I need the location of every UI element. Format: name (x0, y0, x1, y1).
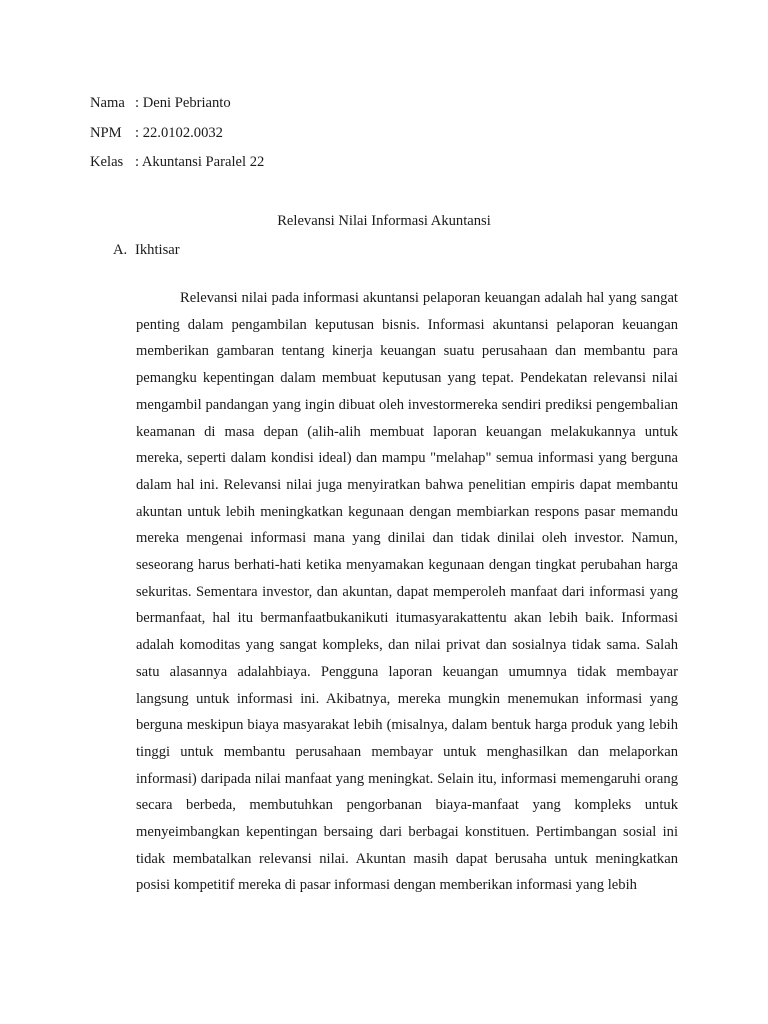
document-title: Relevansi Nilai Informasi Akuntansi (277, 213, 491, 229)
npm-value: : 22.0102.0032 (135, 124, 223, 141)
section-letter: A. (113, 242, 128, 258)
section-heading (113, 240, 180, 260)
class-row (90, 152, 264, 182)
class-label: Kelas (90, 154, 124, 170)
section-title: Ikhtisar (135, 242, 180, 258)
name-label: Nama (90, 95, 125, 111)
body-paragraph: Relevansi nilai pada informasi akuntansi pelaporan keuangan adalah hal yang sangat penting dalam pengambilan keputusan bisnis. Informasi akuntansi pelaporan keuangan memberikan gambaran tentang kinerja keuangan suatu perusahaan dan membantu para pemangku kepentingan dalam membuat keputusan yang tepat. Pendekatan relevansi nilai mengambil pandangan yang ingin dibuat oleh investormereka sendiri prediksi pengembalian keamanan di masa depan (alih-alih membuat laporan keuangan melakukannya untuk mereka, seperti dalam kondisi ideal) dan mampu "melahap" semua informasi yang berguna dalam hal ini. Relevansi nilai juga menyiratkan bahwa penelitian empiris dapat membantu akuntan untuk lebih meningkatkan kegunaan dengan membiarkan respons pasar memandu mereka mengenai informasi mana yang dinilai dan tidak dinilai oleh investor. Namun, seseorang harus berhati-hati ketika menyamakan kegunaan dengan tingkat perubahan harga sekuritas. Sementara investor, dan akuntan, dapat memperoleh manfaat dari informasi yang bermanfaat, hal itu bermanfaatbukanikuti itumasyarakattentu akan lebih baik. Informasi adalah komoditas yang sangat kompleks, dan nilai privat dan sosialnya tidak sama. Salah satu alasannya adalahbiaya. Pengguna laporan keuangan umumnya tidak membayar langsung untuk informasi ini. Akibatnya, mereka mungkin menemukan informasi yang berguna meskipun biaya masyarakat lebih (misalnya, dalam bentuk harga produk yang lebih tinggi untuk membantu perusahaan membayar untuk menghasilkan dan melaporkan informasi) daripada nilai manfaat yang meningkat. Selain itu, informasi memengaruhi orang secara berbeda, membutuhkan pengorbanan biaya-manfaat yang kompleks untuk menyeimbangkan kepentingan bersaing dari berbagai konstituen. Pertimbangan sosial ini tidak membatalkan relevansi nilai. Akuntan masih dapat berusaha untuk meningkatkan posisi kompetitif mereka di pasar informasi dengan memberikan informasi yang lebih (136, 290, 678, 894)
npm-label: NPM (90, 124, 122, 141)
name-row (90, 93, 264, 123)
name-value: : Deni Pebrianto (135, 95, 231, 111)
npm-row (90, 123, 264, 153)
class-value: : Akuntansi Paralel 22 (135, 154, 265, 170)
student-identity-block (90, 93, 264, 182)
